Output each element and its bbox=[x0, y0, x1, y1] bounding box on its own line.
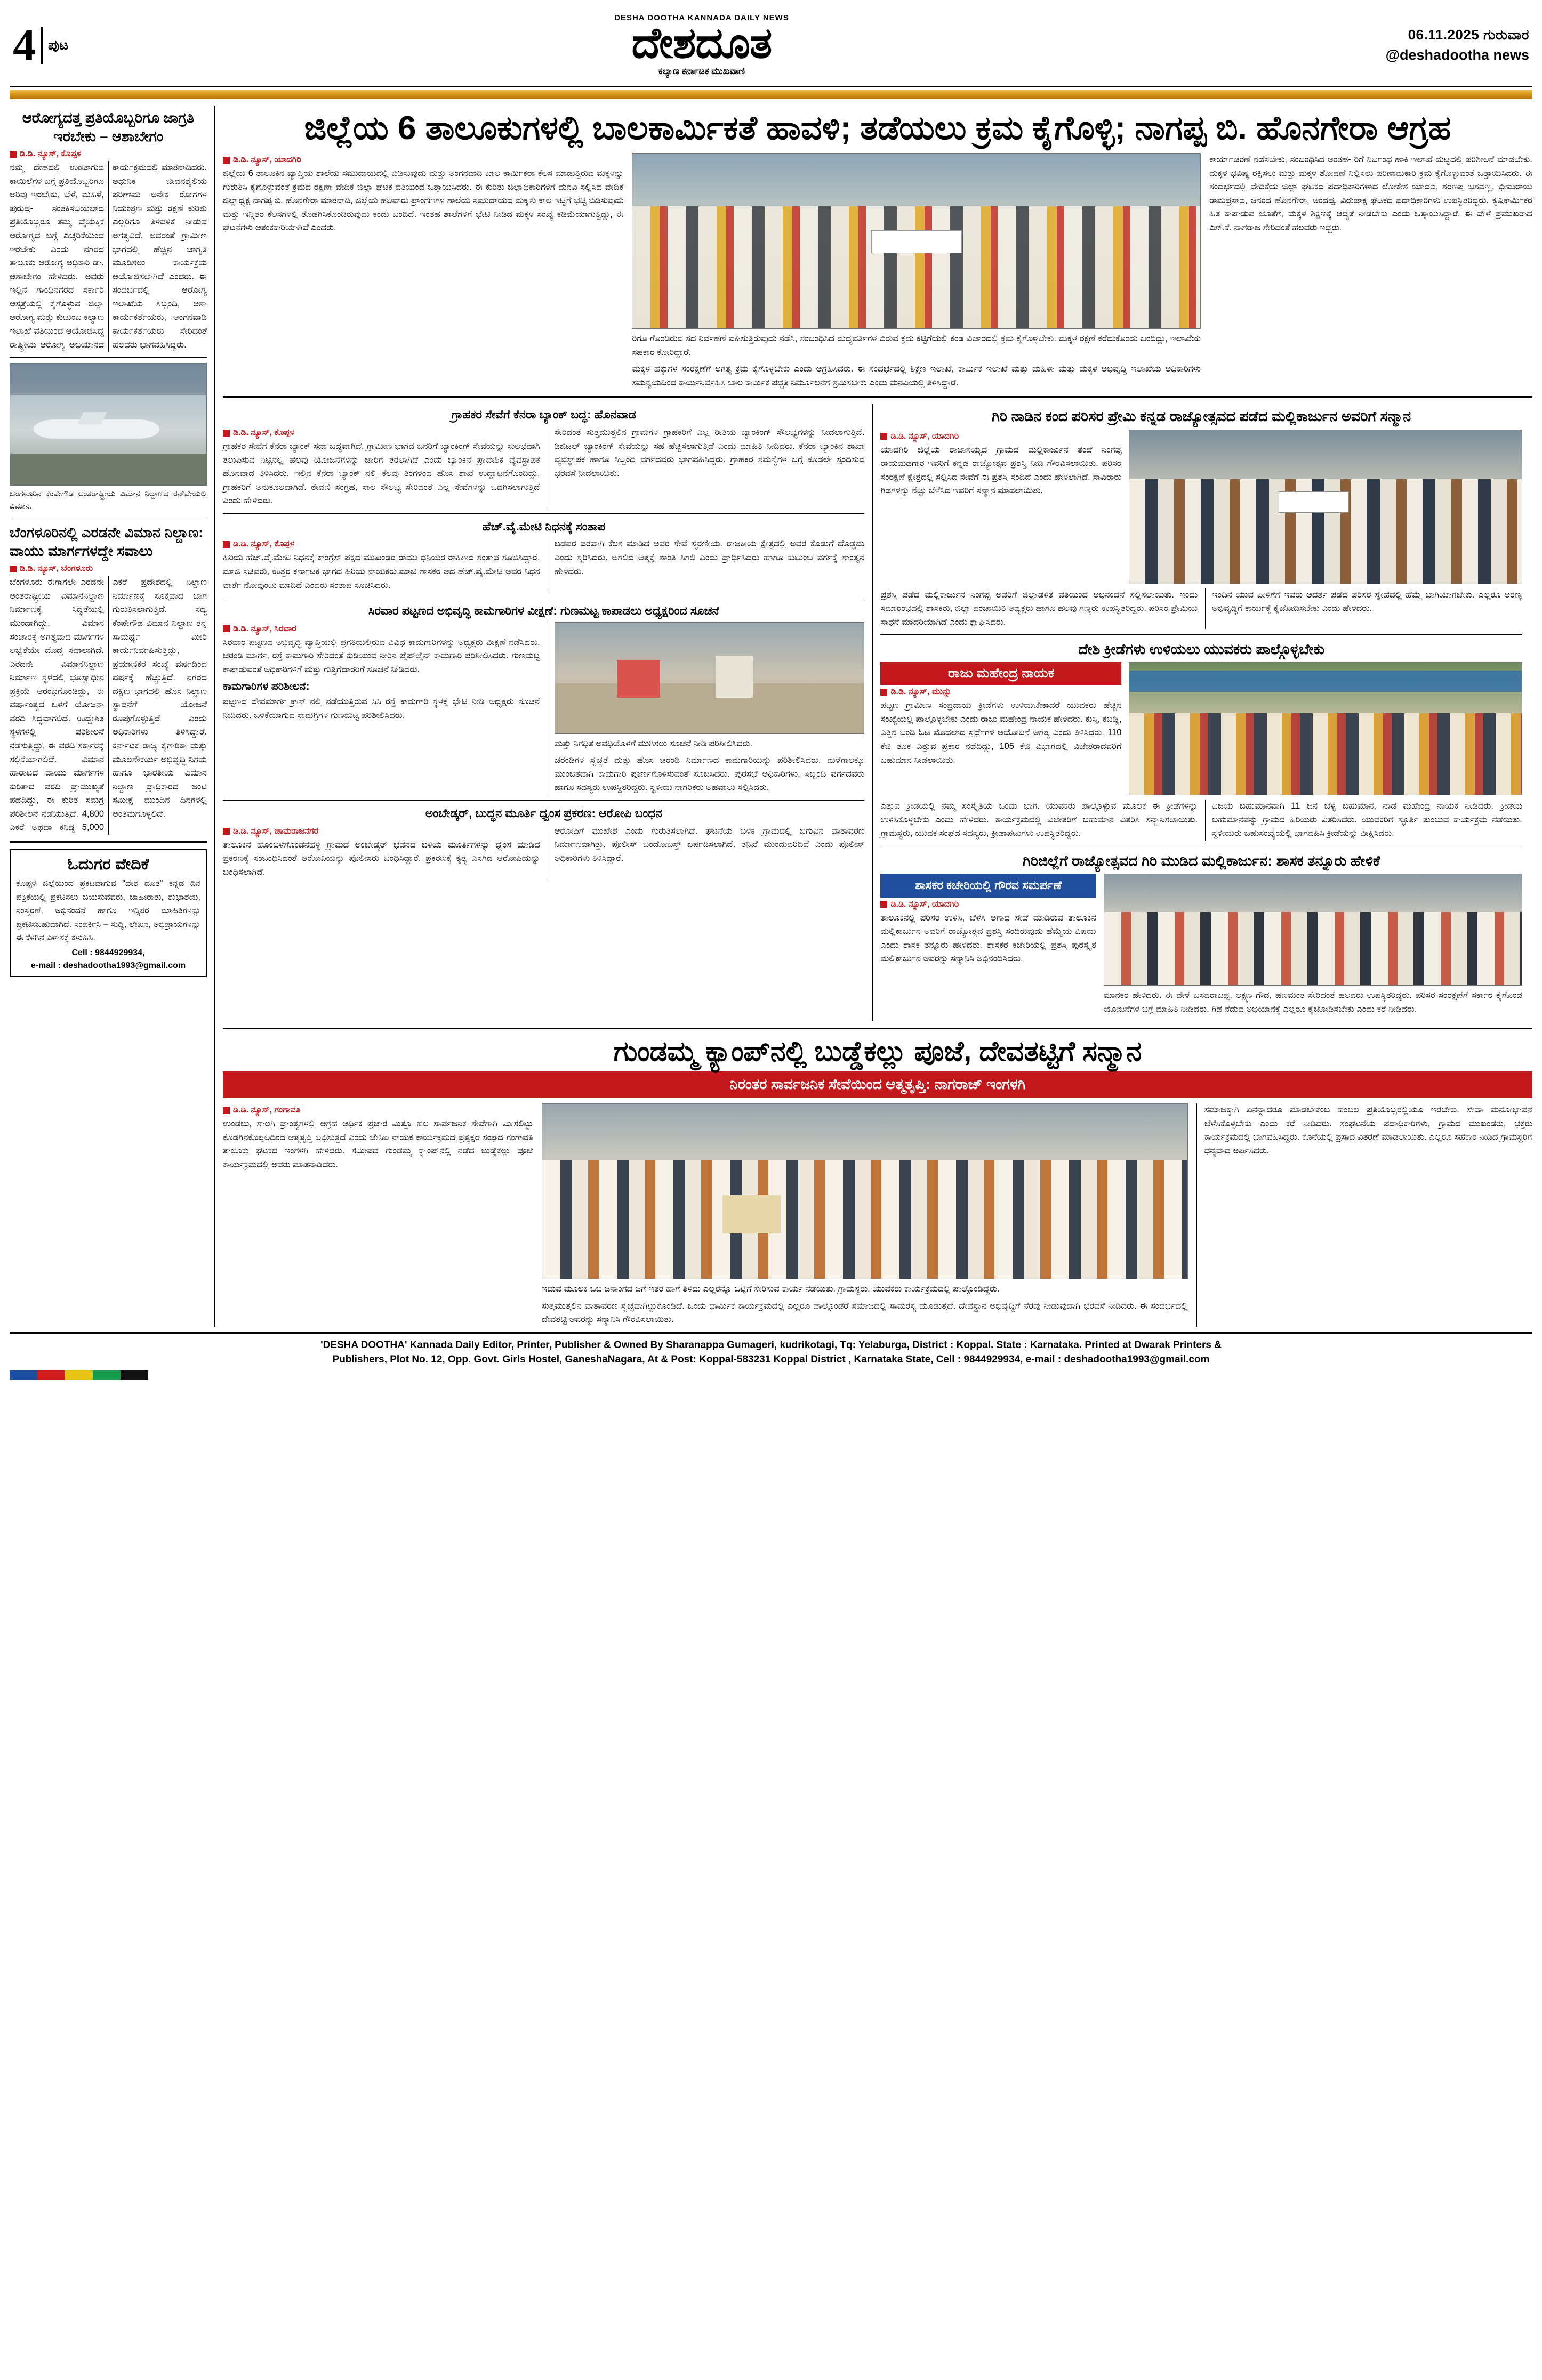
footer-line-2: Publishers, Plot No. 12, Opp. Govt. Girls Hostel, GaneshaNagara, At & Post: Koppal-583231 Koppal District , Karnataka State, Cell : 9844929934, e-mail : deshadootha1993@gmail.com bbox=[332, 1354, 1210, 1366]
story-condolence bbox=[223, 519, 864, 592]
story-sports-kicker: ರಾಜು ಮಹೇಂದ್ರ ನಾಯಕ bbox=[880, 662, 1121, 685]
byline-text: ಡಿ.ಡಿ. ನ್ಯೂಸ್, ಮುನ್ನು bbox=[890, 687, 952, 697]
story-road-subhead: ಕಾಮಗಾರಿಗಳ ಪರಿಶೀಲನೆ: bbox=[223, 681, 310, 693]
page-number-divider bbox=[41, 27, 43, 64]
story-bank-text-1: ಗ್ರಾಹಕರ ಸೇವೆಗೆ ಕೆನರಾ ಬ್ಯಾಂಕ್ ಸದಾ ಬದ್ಧವಾಗಿದೆ. ಗ್ರಾಮೀಣ ಭಾಗದ ಜನರಿಗೆ ಬ್ಯಾಂಕಿಂಗ್ ಸೇವೆಯನ್ನು ಸುಲಭವಾಗಿ ತಲುಪಿಸುವ ನಿಟ್ಟಿನಲ್ಲಿ ಹಲವು ಯೋಜನೆಗಳನ್ನು ಜಾರಿಗೆ ತರಲಾಗಿದೆ ಎಂದು ಬ್ಯಾಂಕಿನ ಪ್ರಾದೇಶಿಕ ವ್ಯವಸ್ಥಾಪಕ ಹೊನವಾಡ ತಿಳಿಸಿದರು. ಇಲ್ಲಿನ ಕೆನರಾ ಬ್ಯಾಂಕ್ ನಲ್ಲಿ ಕೆಲವು ತಿಂಗಳಿಂದ ಹೊಸ ಶಾಖೆ ಉದ್ಘಾಟನೆಗೊಂಡಿದ್ದು, ಗ್ರಾಹಕರಿಗೆ ಅನುಕೂಲವಾಗಿದೆ. ಠೇವಣಿ ಸಂಗ್ರಹ, ಸಾಲ ಸೌಲಭ್ಯ ಸೇರಿದಂತೆ ಎಲ್ಲ ಸೇವೆಗಳನ್ನು ಒದಗಿಸಲಾಗುತ್ತಿದೆ ಎಂದು ಹೇಳಿದರು. bbox=[223, 441, 540, 506]
byline-text: ಡಿ.ಡಿ. ನ್ಯೂಸ್, ಕೊಪ್ಪಳ bbox=[233, 428, 295, 437]
story-sports-text-3: ವಿಜಯ ಬಹುಮಾನವಾಗಿ 11 ಜನ ಬೆಳ್ಳಿ ಬಹುಮಾನ, ನಾಡ ಮಹೇಂದ್ರ ನಾಯಕ ನೀಡಿದರು. ಕ್ರೀಡೆಯ ಬಹುಮಾನವನ್ನು ಗ್ರಾಮದ ಹಿರಿಯರು ವಿತರಿಸಿದರು. ಯುವಕರಿಗೆ ಸ್ಫೂರ್ತಿ ತುಂಬುವ ಕಾರ್ಯಕ್ರಮ ನಡೆಯಿತು. ಸ್ಥಳೀಯರು ಬಹುಸಂಖ್ಯೆಯಲ್ಲಿ ಭಾಗವಹಿಸಿ ಕ್ರೀಡೆಯನ್ನು ವೀಕ್ಷಿಸಿದರು. bbox=[1212, 801, 1522, 838]
left-column bbox=[10, 106, 207, 1327]
bullet-square-icon bbox=[880, 689, 887, 696]
byline-text: ಡಿ.ಡಿ. ನ್ಯೂಸ್, ಚಾಮರಾಜನಗರ bbox=[233, 826, 319, 836]
divider bbox=[223, 513, 864, 514]
byline-text: ಡಿ.ಡಿ. ನ್ಯೂಸ್, ಯಾದಗಿರಿ bbox=[890, 431, 959, 441]
story-bank-text-2: ಸೇರಿದಂತೆ ಸುತ್ತಮುತ್ತಲಿನ ಗ್ರಾಮಗಳ ಗ್ರಾಹಕರಿಗೆ ಎಲ್ಲ ರೀತಿಯ ಬ್ಯಾಂಕಿಂಗ್ ಸೌಲಭ್ಯಗಳನ್ನು ನೀಡಲಾಗುತ್ತಿದೆ. ಡಿಜಿಟಲ್ ಬ್ಯಾಂಕಿಂಗ್ ಸೇವೆಯನ್ನು ಸಹ ಹೆಚ್ಚಿಸಲಾಗುತ್ತಿದೆ ಎಂದು ಮಾಹಿತಿ ನೀಡಿದರು. ಕೆನರಾ ಬ್ಯಾಂಕಿನ ಶಾಖಾ ವ್ಯವಸ್ಥಾಪಕ ಹಾಗೂ ಸಿಬ್ಬಂದಿ ವರ್ಗದವರು ಭಾಗವಹಿಸಿದ್ದರು. ಗ್ರಾಹಕರ ಸಮಸ್ಯೆಗಳ ಬಗ್ಗೆ ಕೂಡಲೇ ಸ್ಪಂದಿಸುವ ಭರವಸೆ ನೀಡಲಾಯಿತು. bbox=[554, 427, 865, 478]
byline-text: ಡಿ.ಡಿ. ನ್ಯೂಸ್, ಯಾದಗಿರಿ bbox=[233, 155, 301, 165]
column-rule bbox=[214, 106, 215, 1327]
byline-text: ಡಿ.ಡಿ. ನ್ಯೂಸ್, ಯಾದಗಿರಿ bbox=[890, 899, 959, 909]
story-girijille-byline bbox=[880, 900, 1096, 909]
lead-photo-block bbox=[632, 153, 1201, 390]
story-road-photo-caption: ಮತ್ತು ನಿಗಧಿತ ಅವಧಿಯೊಳಗೆ ಮುಗಿಸಲು ಸೂಚನೆ ನೀಡಿ ಪರಿಶೀಲಿಸಿದರು. bbox=[554, 738, 753, 748]
photo-airport-caption: ಬೆಂಗಳೂರಿನ ಕೆಂಪೇಗೌಡ ಅಂತರಾಷ್ಟ್ರೀಯ ವಿಮಾನ ನಿಲ್ದಾಣದ ರನ್‌ವೇಯಲ್ಲಿ ವಿಮಾನ. bbox=[10, 489, 207, 511]
story-ambedkar bbox=[223, 806, 864, 879]
story-env-text-3: ಇಂದಿನ ಯುವ ಪೀಳಿಗೆಗೆ ಇವರು ಆದರ್ಶ ಪಡೆದ ಪರಿಸರ ಸ್ನೇಹದಲ್ಲಿ ಹೆಮ್ಮೆ ಭಾಗಿಯಾಗಬೇಕು. ಎಲ್ಲರೂ ಅರಣ್ಯ ಅಭಿವೃದ್ಧಿಗೆ ಕಾರ್ಯಕ್ಕೆ ಕೈಜೋಡಿಸಬೇಕು ಎಂದು ಹೇಳಿದರು. bbox=[1212, 590, 1522, 614]
story-airport-headline: ಬೆಂಗಳೂರಿನಲ್ಲಿ ಎರಡನೇ ವಿಮಾನ ನಿಲ್ದಾಣ: ವಾಯು ಮಾರ್ಗಗಳದ್ದೇ ಸವಾಲು bbox=[10, 525, 204, 560]
story-env-text-1: ಯಾದಗಿರಿ ಜಿಲ್ಲೆಯ ರಾಜಾಸಯ್ಯದ ಗ್ರಾಮದ ಮಲ್ಲಿಕಾರ್ಜುನ ತಂದೆ ನಿಂಗಪ್ಪ ರಾಯಮಡಗಾರ ಇವರಿಗೆ ಕನ್ನಡ ರಾಜ್ಯೋತ್ಸವ ಪ್ರಶಸ್ತಿ ನೀಡಿ ಗೌರವಿಸಲಾಯಿತು. ಪರಿಸರ ಸಂರಕ್ಷಣೆ ಕ್ಷೇತ್ರದಲ್ಲಿ ಸಲ್ಲಿಸಿದ ಸೇವೆಗೆ ಈ ಪ್ರಶಸ್ತಿ ಸಂದಿದೆ ಎಂದು ಹೇಳಲಾಗಿದೆ. ಸಾವಿರಾರು ಗಿಡಗಳನ್ನು ನೆಟ್ಟು ಬೆಳೆಸಿದ ಇವರಿಗೆ ಸನ್ಮಾನ ಮಾಡಲಾಯಿತು. bbox=[880, 445, 1122, 496]
story-airport bbox=[10, 523, 207, 835]
page-number-label: ಪುಟ bbox=[48, 36, 69, 53]
bullet-square-icon bbox=[880, 433, 887, 440]
bullet-square-icon bbox=[223, 828, 230, 835]
bullet-square-icon bbox=[223, 430, 230, 437]
bottom-byline bbox=[223, 1106, 533, 1115]
ad-email[interactable]: e-mail : deshadootha1993@gmail.com bbox=[30, 961, 186, 970]
lead-text-2: ಮಕ್ಕಳ ಹಕ್ಕುಗಳ ಸಂರಕ್ಷಣೆಗೆ ಅಗತ್ಯ ಕ್ರಮ ಕೈಗೊಳ್ಳಬೇಕು ಎಂದು ಆಗ್ರಹಿಸಿದರು. ಈ ಸಂದರ್ಭದಲ್ಲಿ ಶಿಕ್ಷಣ ಇಲಾಖೆ, ಕಾರ್ಮಿಕ ಇಲಾಖೆ ಮತ್ತು ಮಹಿಳಾ ಮತ್ತು ಮಕ್ಕಳ ಅಭಿವೃದ್ಧಿ ಇಲಾಖೆಯ ಅಧಿಕಾರಿಗಳು ಸಮನ್ವಯದಿಂದ ಕಾರ್ಯನಿರ್ವಹಿಸಿ ಬಾಲ ಕಾರ್ಮಿಕ ಪದ್ಧತಿ ನಿರ್ಮೂಲನೆಗೆ ಶ್ರಮಿಸಬೇಕು ಎಂದು ಮನವಿಯಲ್ಲಿ ತಿಳಿಸಿದ್ದಾರೆ. bbox=[632, 364, 1201, 388]
story-road bbox=[223, 603, 864, 795]
page-number-block bbox=[10, 7, 122, 83]
story-girijille bbox=[880, 852, 1522, 1016]
social-handle: @deshadootha news bbox=[1385, 47, 1529, 63]
story-health-body: ನಮ್ಮ ದೇಹದಲ್ಲಿ ಉಂಟಾಗುವ ಕಾಯಿಲೆಗಳ ಬಗ್ಗೆ ಪ್ರತಿಯೊಬ್ಬರಿಗೂ ಅರಿವು ಇರಬೇಕು, ಬೆಳೆ, ಮಹಿಳೆ, ಪುರುಷ- ಸಂತಕಿಸಬಯಲಾದ ಪ್ರತಿಯೊಬ್ಬರೂ ತಮ್ಮ ವೈಯಕ್ತಿಕ ಆರೋಗ್ಯದ ಬಗ್ಗೆ ಎಚ್ಚರಿಕೆಯಿಂದ ಇರಬೇಕು ಎಂದು ನಗರದ ತಾಲೂಕು ಆರೋಗ್ಯ ಅಧಿಕಾರಿ ಡಾ. ಆಶಾಬೇಗಂ ಹೇಳಿದರು. ಅವರು ಇಲ್ಲಿನ ಗಾಂಧಿನಗರದ ಸರ್ಕಾರಿ ಆಸ್ಪತ್ರೆಯಲ್ಲಿ ಕೈಗೊಳ್ಳುವ ಜಿಲ್ಲಾ ಆರೋಗ್ಯ ಮತ್ತು ಕುಟುಂಬ ಕಲ್ಯಾಣ ಇಲಾಖೆ ವತಿಯಿಂದ ಆಯೋಜಿಸಿದ್ದ ರಾಷ್ಟ್ರೀಯ ಆರೋಗ್ಯ ಅಭಿಯಾನದ ಕಾರ್ಯಕ್ರಮದಲ್ಲಿ ಮಾತನಾಡಿದರು. ಆಧುನಿಕ ಜೀವನಶೈಲಿಯ ಪರಿಣಾಮ ಅನೇಕ ರೋಗಗಳ ನಿಯಂತ್ರಣ ಮತ್ತು ರಕ್ಷಣೆ ಕುರಿತು ಎಲ್ಲರಿಗೂ ತಿಳಿವಳಿಕೆ ನೀಡುವ ಅಗತ್ಯವಿದೆ. ಅದರಂತೆ ಗ್ರಾಮೀಣ ಭಾಗದಲ್ಲಿ ಹೆಚ್ಚಿನ ಜಾಗೃತಿ ಮೂಡಿಸಲು ಕಾರ್ಯಕ್ರಮ ಆಯೋಜಿಸಲಾಗಿದೆ ಎಂದರು. ಈ ಸಂದರ್ಭದಲ್ಲಿ ಆರೋಗ್ಯ ಇಲಾಖೆಯ ಸಿಬ್ಬಂದಿ, ಆಶಾ ಕಾರ್ಯಕರ್ತೆಯರು, ಅಂಗನವಾಡಿ ಕಾರ್ಯಕರ್ತೆಯರು ಸೇರಿದಂತೆ ಹಲವರು ಭಾಗವಹಿಸಿದ್ದರು. bbox=[10, 163, 207, 350]
byline-text: ಡಿ.ಡಿ. ನ್ಯೂಸ್, ಕೊಪ್ಪಳ bbox=[233, 539, 295, 549]
lead-headline: ಜಿಲ್ಲೆಯ 6 ತಾಲೂಕುಗಳಲ್ಲಿ ಬಾಲಕಾರ್ಮಿಕತೆ ಹಾವಳಿ; ತಡೆಯಲು ಕ್ರಮ ಕೈಗೊಳ್ಳಿ; ನಾಗಪ್ಪ ಬಿ. ಹೊನಗೇರಾ ಆಗ್ರಹ bbox=[304, 110, 1451, 147]
story-sports-text-1: ಪಟ್ಟಣ ಗ್ರಾಮೀಣ ಸಂಪ್ರದಾಯ ಕ್ರೀಡೆಗಳು ಉಳಿಯಬೇಕಾದರೆ ಯುವಕರು ಹೆಚ್ಚಿನ ಸಂಖ್ಯೆಯಲ್ಲಿ ಪಾಲ್ಗೊಳ್ಳಬೇಕು ಎಂದು ರಾಜು ಮಹೇಂದ್ರ ನಾಯಕ ಹೇಳಿದರು. ಕುಸ್ತಿ, ಕಬಡ್ಡಿ, ಎತ್ತಿನ ಬಂಡಿ ಓಟ ಮೊದಲಾದ ಸ್ಪರ್ಧೆಗಳ ಆಯೋಜನೆ ಅಗತ್ಯ ಎಂದು ತಿಳಿಸಿದರು. 110 ಕೆಜಿ ತೂಕ ಎತ್ತುವ ಪ್ರಕಾರ ನಡೆದಿದ್ದು, 105 ಕೆಜಿ ವಿಭಾಗದಲ್ಲಿ ವಿಜೇತರಾದವರಿಗೆ ಬಹುಮಾನ ನೀಡಲಾಯಿತು. bbox=[880, 700, 1122, 765]
divider bbox=[223, 800, 864, 801]
byline-text: ಡಿ.ಡಿ. ನ್ಯೂಸ್, ಸಿರವಾರ bbox=[233, 624, 296, 633]
bottom-headline: ಗುಂಡಮ್ಮ ಕ್ಯಾಂಪ್‌ನಲ್ಲಿ ಬುಡ್ಡೆಕಲ್ಲು ಪೂಜೆ, ದೇವತಟ್ಟಿಗೆ ಸನ್ಮಾನ bbox=[613, 1036, 1142, 1068]
story-condolence-headline: ಹೆಚ್.ವೈ.ಮೇಟಿ ನಿಧನಕ್ಕೆ ಸಂತಾಪ bbox=[482, 519, 605, 533]
story-airport-byline bbox=[10, 564, 207, 574]
byline-text: ಡಿ.ಡಿ. ನ್ಯೂಸ್, ಬೆಂಗಳೂರು bbox=[20, 564, 93, 574]
mid-left bbox=[223, 404, 864, 1021]
bullet-square-icon bbox=[223, 1107, 230, 1114]
story-ambedkar-headline: ಅಂಬೇಡ್ಕರ್, ಬುದ್ಧನ ಮೂರ್ತಿ ಧ್ವಂಸ ಪ್ರಕರಣ: ಆರೋಪಿ ಬಂಧನ bbox=[425, 806, 662, 820]
mid-section bbox=[223, 404, 1532, 1021]
story-condolence-text-1: ಹಿರಿಯ ಹೆಚ್.ವೈ.ಮೇಟಿ ನಿಧನಕ್ಕೆ ಕಾಂಗ್ರೆಸ್ ಪಕ್ಷದ ಮುಖಂಡರ ರಾಮು ಧನಿಯರ ರಾಹಿಣದ ಸಂತಾಪ ಸೂಚಿಸಿದ್ದಾರೆ. ಮಾಜಿ ಸಚಿವರು, ಉತ್ತರ ಕರ್ನಾಟಕ ಭಾಗದ ಹಿರಿಯ ನಾಯಕರು,ಮಾಜಿ ಶಾಸಕರ ಆದ ಹೆಚ್.ವೈ.ಮೇಟಿ ಅವರ ನಿಧನ ವಾರ್ತೆ ನೋವುಂಟು ಮಾಡಿದೆ ಎಂದರು ಸಂತಾಪ ಸೂಚಿಸಿದರು. bbox=[223, 553, 540, 590]
divider bbox=[223, 396, 1532, 398]
bottom-photo-caption: ಇದುವ ಮೂಲಕ ಒಬ ಜನಾಂಗದ ಜಗೆ ಇತರ ಹಾಗೆ ತಿಳಿದು ಎಲ್ಲರನ್ನೂ ಒಟ್ಟಿಗೆ ಸೇರಿಸುವ ಕಾರ್ಯ ನಡೆಯಿತು. ಗ್ರಾಮಸ್ಥರು, ಯುವಕರು ಕಾರ್ಯಕ್ರಮದಲ್ಲಿ ಪಾಲ್ಗೊಂಡಿದ್ದರು. bbox=[541, 1284, 1000, 1294]
main-column bbox=[223, 106, 1532, 1327]
lead-col-1 bbox=[223, 153, 623, 390]
story-bottom bbox=[223, 1036, 1532, 1327]
story-sports-text-2: ಎತ್ತುವ ಕ್ರೀಡೆಯಲ್ಲಿ ನಮ್ಮ ಸಂಸ್ಕೃತಿಯ ಒಂದು ಭಾಗ. ಯುವಕರು ಪಾಲ್ಗೊಳ್ಳುವ ಮೂಲಕ ಈ ಕ್ರೀಡೆಗಳನ್ನು ಉಳಿಸಿಕೊಳ್ಳಬೇಕು ಎಂದು ಹೇಳಿದರು. ಕಾರ್ಯಕ್ರಮದಲ್ಲಿ ವಿಜೇತರಿಗೆ ಬಹುಮಾನ ವಿತರಿಸಿ ಸನ್ಮಾನಿಸಲಾಯಿತು. ಗ್ರಾಮಸ್ಥರು, ಯುವಕ ಸಂಘದ ಸದಸ್ಯರು, ಕ್ರೀಡಾಪಟುಗಳು ಉಪಸ್ಥಿತರಿದ್ದರು. bbox=[880, 801, 1198, 838]
story-bank-headline: ಗ್ರಾಹಕರ ಸೇವೆಗೆ ಕೆನರಾ ಬ್ಯಾಂಕ್ ಬದ್ಧ: ಹೊನವಾಡ bbox=[451, 408, 636, 422]
divider bbox=[223, 1028, 1532, 1029]
story-girijille-text-2: ಮಾನಕರ ಹೇಳಿದರು. ಈ ವೇಳೆ ಬಸವರಾಜಪ್ಪ, ಲಕ್ಷ್ಮಣ ಗೌಡ, ಹಣಮಂತ ಸೇರಿದಂತೆ ಹಲವರು ಉಪಸ್ಥಿತರಿದ್ದರು. ಪರಿಸರ ಸಂರಕ್ಷಣೆಗೆ ಸರ್ಕಾರ ಕೈಗೊಂಡ ಯೋಜನೆಗಳ ಬಗ್ಗೆ ಮಾಹಿತಿ ನೀಡಿದರು. ಗಿಡ ನೆಡುವ ಅಭಿಯಾನಕ್ಕೆ ಎಲ್ಲರೂ ಕೈಜೋಡಿಸಬೇಕು ಎಂದು ಕರೆ ನೀಡಿದರು. bbox=[1103, 990, 1522, 1014]
story-health-byline bbox=[10, 149, 207, 159]
story-health bbox=[10, 109, 207, 352]
bullet-square-icon bbox=[10, 566, 17, 572]
story-road-text-1: ಸಿರವಾರ ಪಟ್ಟಣದ ಅಭಿವೃದ್ಧಿ ವ್ಯಾಪ್ತಿಯಲ್ಲಿ ಪ್ರಗತಿಯಲ್ಲಿರುವ ವಿವಿಧ ಕಾಮಗಾರಿಗಳನ್ನು ಅಧ್ಯಕ್ಷರು ವೀಕ್ಷಣೆ ನಡೆಸಿದರು. ಚರಂಡಿ ಮಾರ್ಗ, ರಸ್ತೆ ಕಾಮಗಾರಿ ಸೇರಿದಂತೆ ಕುಡಿಯುವ ನೀರಿನ ಪೈಪ್‌ಲೈನ್ ಕಾಮಗಾರಿ ಪರಿಶೀಲಿಸಿದರು. ಗುಣಮಟ್ಟ ಕಾಪಾಡುವಂತೆ ಅಧಿಕಾರಿಗಳಿಗೆ ಮತ್ತು ಗುತ್ತಿಗೆದಾರರಿಗೆ ಸೂಚನೆ ನೀಡಿದರು. bbox=[223, 637, 540, 674]
masthead-kicker: DESHA DOOTHA KANNADA DAILY NEWS bbox=[614, 13, 789, 22]
story-road-text-3: ಚರಂಡಿಗಳ ಸ್ವಚ್ಛತೆ ಮತ್ತು ಹೊಸ ಚರಂಡಿ ನಿರ್ಮಾಣದ ಕಾಮಗಾರಿಯನ್ನು ಪರಿಶೀಲಿಸಿದರು. ಮಳೆಗಾಲಕ್ಕೂ ಮುಂಚಿತವಾಗಿ ಕಾಮಗಾರಿ ಪೂರ್ಣಗೊಳಿಸುವಂತೆ ಸೂಚಿಸಿದರು. ಪುರಸಭೆ ಅಧಿಕಾರಿಗಳು, ಸಿಬ್ಬಂದಿ ವರ್ಗದವರು ಹಾಗೂ ಸದಸ್ಯರು ಉಪಸ್ಥಿತರಿದ್ದರು. ಸ್ಥಳೀಯ ನಾಗರಿಕರು ಅಹವಾಲು ಸಲ್ಲಿಸಿದರು. bbox=[554, 755, 865, 793]
page-number: 4 bbox=[13, 19, 36, 70]
story-env-byline bbox=[880, 432, 1121, 441]
story-condolence-text-2: ಬಡವರ ಪರವಾಗಿ ಕೆಲಸ ಮಾಡಿದ ಅವರ ಸೇವೆ ಸ್ಮರಣೀಯ. ರಾಜಕೀಯ ಕ್ಷೇತ್ರದಲ್ಲಿ ಅವರ ಕೊಡುಗೆ ದೊಡ್ಡದು ಎಂದು ಸ್ಮರಿಸಿದರು. ಅಗಲಿದ ಆತ್ಮಕ್ಕೆ ಶಾಂತಿ ಸಿಗಲಿ ಎಂದು ಪ್ರಾರ್ಥಿಸಿದರು ಹಾಗೂ ಕುಟುಂಬ ವರ್ಗಕ್ಕೆ ಸಾಂತ್ವನ ಹೇಳಿದರು. bbox=[554, 539, 865, 576]
masthead-title-block bbox=[122, 7, 1282, 83]
story-condolence-byline bbox=[223, 539, 540, 549]
bullet-square-icon bbox=[223, 625, 230, 632]
story-girijille-blue-box: ಶಾಸಕರ ಕಚೇರಿಯಲ್ಲಿ ಗೌರವ ಸಮರ್ಪಣೆ bbox=[880, 874, 1096, 898]
ad-title: ಓದುಗರ ವೇದಿಕೆ bbox=[67, 855, 149, 873]
page-body bbox=[10, 99, 1532, 1327]
ad-phone: Cell : 9844929934, bbox=[71, 948, 145, 957]
masthead-subtitle: ಕಲ್ಯಾಣ ಕರ್ನಾಟಕ ಮುಖವಾಣಿ bbox=[658, 66, 745, 76]
story-airport-body: ಬೆಂಗಳೂರು ಈಗಾಗಲೇ ಎರಡನೇ ಅಂತರಾಷ್ಟ್ರೀಯ ವಿಮಾನನಿಲ್ದಾಣ ನಿರ್ಮಾಣಕ್ಕೆ ಸಿದ್ಧತೆಯಲ್ಲಿ ಮುಂದಾಗಿದ್ದು, ವಿಮಾನ ಸಂಚಾರಕ್ಕೆ ಅಗತ್ಯವಾದ ಮಾರ್ಗಗಳ ಲಭ್ಯತೆಯೇ ದೊಡ್ಡ ಸವಾಲಾಗಿದೆ. ಎರಡನೇ ವಿಮಾನನಿಲ್ದಾಣ ನಿರ್ಮಾಣ ಸ್ಥಳದಲ್ಲಿ ಭೂಸ್ವಾಧೀನ ಪ್ರಕ್ರಿಯೆ ಆರಂಭಗೊಂಡಿದ್ದು, ಈ ವರ್ಷಾಂತ್ಯದ ಒಳಗೆ ಯೋಜನಾ ವರದಿ ಸಿದ್ಧವಾಗಲಿದೆ. ಉದ್ದೇಶಿತ ಸ್ಥಳಗಳಲ್ಲಿ ಪರಿಶೀಲನೆ ನಡೆಸುತ್ತಿದ್ದು, ಈ ವರದಿ ಸರ್ಕಾರಕ್ಕೆ ಸಲ್ಲಿಕೆಯಾಗಲಿದೆ. ವಿಮಾನ ಹಾರಾಟದ ವಾಯು ಮಾರ್ಗಗಳ ಕುರಿತಾದ ವರದಿ ಪ್ರಾಮುಖ್ಯತೆ ಪಡೆದಿದ್ದು, ಈ ಕುರಿತ ಸಮಗ್ರ ಪರಿಶೀಲನೆ ನಡೆಯುತ್ತಿದೆ. 4,800 ಎಕರೆ ಅಥವಾ ಕನಿಷ್ಠ 5,000 ಎಕರೆ ಪ್ರದೇಶದಲ್ಲಿ ನಿಲ್ದಾಣ ನಿರ್ಮಾಣಕ್ಕೆ ಸೂಕ್ತವಾದ ಜಾಗ ಗುರುತಿಸಲಾಗುತ್ತಿದೆ. ಸದ್ಯ ಕೆಂಪೇಗೌಡ ವಿಮಾನ ನಿಲ್ದಾಣ ತನ್ನ ಸಾಮರ್ಥ್ಯ ಮೀರಿ ಕಾರ್ಯನಿರ್ವಹಿಸುತ್ತಿದ್ದು, ಪ್ರಯಾಣಿಕರ ಸಂಖ್ಯೆ ವರ್ಷದಿಂದ ವರ್ಷಕ್ಕೆ ಹೆಚ್ಚುತ್ತಿದೆ. ನಗರದ ದಕ್ಷಿಣ ಭಾಗದಲ್ಲಿ ಹೊಸ ನಿಲ್ದಾಣ ಸ್ಥಾಪನೆಗೆ ಯೋಜನೆ ರೂಪುಗೊಳ್ಳುತ್ತಿದೆ ಎಂದು ಅಧಿಕಾರಿಗಳು ತಿಳಿಸಿದ್ದಾರೆ. ಕರ್ನಾಟಕ ರಾಜ್ಯ ಕೈಗಾರಿಕಾ ಮತ್ತು ಮೂಲಸೌಕರ್ಯ ಅಭಿವೃದ್ಧಿ ನಿಗಮ ಹಾಗೂ ಭಾರತೀಯ ವಿಮಾನ ನಿಲ್ದಾಣ ಪ್ರಾಧಿಕಾರದ ಜಂಟಿ ಸಮೀಕ್ಷೆ ಮುಂದಿನ ದಿನಗಳಲ್ಲಿ ಅಂತಿಮಗೊಳ್ಳಲಿದೆ. bbox=[10, 577, 207, 833]
color-registration-bars bbox=[10, 1370, 148, 1380]
photo-award-ceremony bbox=[1129, 430, 1522, 584]
story-girijille-headline: ಗಿರಿಜಿಲ್ಲೆಗೆ ರಾಜ್ಯೋತ್ಸವದ ಗಿರಿ ಮುಡಿದ ಮಲ್ಲಿಕಾರ್ಜುನ: ಶಾಸಕ ತನ್ನೂರು ಹೇಳಿಕೆ bbox=[1023, 852, 1380, 869]
story-environment-award bbox=[880, 407, 1522, 629]
divider bbox=[880, 634, 1522, 635]
story-health-headline: ಆರೋಗ್ಯದತ್ತ ಪ್ರತಿಯೊಬ್ಬರಿಗೂ ಜಾಗ್ರತಿ ಇರಬೇಕು – ಆಶಾಬೇಗಂ bbox=[22, 110, 195, 145]
ad-text: ಕೊಪ್ಪಳ ಜಿಲ್ಲೆಯಿಂದ ಪ್ರಕಟವಾಗುವ "ದೇಶ ದೂತ" ಕನ್ನಡ ದಿನ ಪತ್ರಿಕೆಯಲ್ಲಿ ಪ್ರಕಟಿಸಲು ಬಯಸುವವರು, ಜಾಹೀರಾತು, ಶುಭಾಶಯ, ಸಂಸ್ಮರಣೆ, ಅಭಿನಂದನೆ ಹಾಗೂ ಇನ್ನಿತರ ಮಾಹಿತಿಗಳನ್ನು ಪ್ರಕಟಿಸಬಹುದಾಗಿದೆ. ಸಂಪರ್ಕಿಸಿ – ಸುದ್ದಿ, ಲೇಖನ, ಅಭಿಪ್ರಾಯಗಳನ್ನು ಈ ಕೆಳಗಿನ ವಿಳಾಸಕ್ಕೆ ಕಳುಹಿಸಿ. bbox=[16, 878, 200, 943]
story-ambedkar-text-1: ತಾಲೂಕಿನ ಹೊಂಬಳೆಗೊಂಡನಹಳ್ಳಿ ಗ್ರಾಮದ ಅಂಬೇಡ್ಕರ್ ಭವನದ ಬಳಿಯ ಮೂರ್ತಿಗಳನ್ನು ಧ್ವಂಸ ಮಾಡಿದ ಪ್ರಕರಣಕ್ಕೆ ಸಂಬಂಧಿಸಿದಂತೆ ಆರೋಪಿಯನ್ನು ಪೊಲೀಸರು ಬಂಧಿಸಿದ್ದಾರೆ. ಪ್ರಕರಣಕ್ಕೆ ಕೃತ್ಯ ಎಸಗಿದ ಆರೋಪಿಯನ್ನು ಬಂಧಿಸಲಾಗಿದೆ. bbox=[223, 840, 540, 877]
lead-photo-caption: ರಿಗೂ ಗೊಂಡಿರುವ ಸದ ನಿರ್ವಹಣೆ ವಹಿಸುತ್ತಿರುವುದು ನಡೆಸಿ, ಸಂಬಂಧಿಸಿದ ಮದ್ಯವರ್ತಿಗಳ ಬಿರುವ ಕ್ರಮ ಕಟ್ಟಿಗೆಯಲ್ಲಿ ಕಂಡ ವಿಚಾರದಲ್ಲಿ ಕ್ರಮ ಕೈಗೊಳ್ಳಬೇಕು. ಮಕ್ಕಳ ರಕ್ಷಣೆ ಕರೆದುಕೊಂಡು ಬಂದಿದ್ದು, ಇಲಾಖೆಯ ಸಹಕಾರ ಕೋರಿದ್ದಾರೆ. bbox=[632, 334, 1201, 357]
story-ambedkar-text-2: ಆರೋಪಿಗೆ ಮುಖೇಶ ಎಂದು ಗುರುತಿಸಲಾಗಿದೆ. ಘಟನೆಯ ಬಳಿಕ ಗ್ರಾಮದಲ್ಲಿ ಬಿಗುವಿನ ವಾತಾವರಣ ನಿರ್ಮಾಣವಾಗಿತ್ತು. ಪೊಲೀಸ್ ಬಂದೋಬಸ್ತ್ ಏರ್ಪಡಿಸಲಾಗಿದೆ. ತನಿಖೆ ಮುಂದುವರಿದಿದೆ ಎಂದು ಪೊಲೀಸ್ ಅಧಿಕಾರಿಗಳು ತಿಳಿಸಿದ್ದಾರೆ. bbox=[554, 826, 865, 863]
divider bbox=[10, 357, 207, 358]
bottom-banner: ನಿರಂತರ ಸಾರ್ವಜನಿಕ ಸೇವೆಯಿಂದ ಆತ್ಮತೃಪ್ತಿ: ನಾಗರಾಜ್ ಇಂಗಳಗಿ bbox=[223, 1071, 1532, 1098]
byline-text: ಡಿ.ಡಿ. ನ್ಯೂಸ್, ಕೊಪ್ಪಳ bbox=[20, 149, 82, 159]
story-road-text-2: ಪಟ್ಟಣದ ದೇವಮಾರ್ಗ ಕ್ರಾಸ್ ನಲ್ಲಿ ನಡೆಯುತ್ತಿರುವ ಸಿಸಿ ರಸ್ತೆ ಕಾಮಗಾರಿ ಸ್ಥಳಕ್ಕೆ ಭೇಟಿ ನೀಡಿ ಅಧ್ಯಕ್ಷರು ಸೂಚನೆ ನೀಡಿದರು. ಬಳಕೆಯಾಗುವ ಸಾಮಗ್ರಿಗಳ ಗುಣಮಟ್ಟ ಪರಿಶೀಲಿಸಿದರು. bbox=[223, 697, 540, 720]
story-girijille-text-1: ತಾಲೂಕಿನಲ್ಲಿ ಪರಿಸರ ಉಳಿಸಿ, ಬೆಳೆಸಿ ಅಗಾಧ ಸೇವೆ ಮಾಡಿರುವ ತಾಲೂಕಿನ ಮಲ್ಲಿಕಾರ್ಜುನ ಅವರಿಗೆ ರಾಜ್ಯೋತ್ಸವ ಪ್ರಶಸ್ತಿ ಸಂದಿರುವುದು ಹೆಮ್ಮೆಯ ವಿಷಯ ಎಂದು ಶಾಸಕ ತನ್ನೂರು ಹೇಳಿದರು. ಶಾಸಕರ ಕಚೇರಿಯಲ್ಲಿ ಪ್ರಶಸ್ತಿ ಪುರಸ್ಕೃತ ಮಲ್ಲಿಕಾರ್ಜುನ ಅವರನ್ನು ಸನ್ಮಾನಿಸಿ ಅಭಿನಂದಿಸಿದರು. bbox=[880, 913, 1096, 964]
story-road-byline bbox=[223, 624, 540, 634]
bottom-text-1: ಉಂಡಬು, ಸಾಲಗಿ ಪ್ರಾಂತ್ಯಗಳಲ್ಲಿ ಆಗ್ರಹ ಆರ್ಥಿಕ ಪ್ರಚಾರ ಮಿತ್ತೂ ಹಲ ಸಾರ್ವಜನಿಕ ಸೇವೆಗಾಗಿ ಮೀಸಲಿಟ್ಟು ಕೊಡಗಿನಕೊಪ್ಪಲದಿಂದ ಆತ್ಮತೃಪ್ತಿ ಲಭಿಸುತ್ತದೆ ಎಂದು ಜೇಸಿಐ ನಾಯಕ ಕಾರ್ಯಕ್ರಮದ ಪ್ರತ್ಯಕ್ಷರ ಸಂಘದ ಗಂಗಾವತಿ ತಾಲೂಕು ಘಟಕದ ಇಂಗಳಗಿ ಹೇಳಿದರು. ಸಮೀಪದ ಗುಂಡಮ್ಮ ಕ್ಯಾಂಪ್‌ನಲ್ಲಿ ನಡೆದ ಬುಡ್ಡೆಕಲ್ಲು ಪೂಜೆ ಕಾರ್ಯಕ್ರಮದಲ್ಲಿ ಅವರು ಮಾತನಾಡಿದರು. bbox=[223, 1119, 533, 1169]
photo-puja-ceremony bbox=[542, 1103, 1188, 1279]
photo-mla-office bbox=[1104, 874, 1522, 986]
issue-date: 06.11.2025 ಗುರುವಾರ bbox=[1408, 27, 1529, 43]
lead-text-3: ಕಾರ್ಯಾಚರಣೆ ನಡೆಸಬೇಕು, ಸಂಬಂಧಿಸಿದ ಅಂತಹ- ರಿಗೆ ನಿರ್ಬಂಧ ಹಾಕಿ ಇಲಾಖೆ ಮಟ್ಟದಲ್ಲಿ ಪರಿಶೀಲನೆ ಮಾಡಬೇಕು. ಮಕ್ಕಳ ಭವಿಷ್ಯ ರಕ್ಷಿಸಲು ಮತ್ತು ಮಕ್ಕಳ ಶೋಷಣೆ ನಿಲ್ಲಿಸಲು ಪರಿಣಾಮಕಾರಿ ಕ್ರಮ ಕೈಗೊಳ್ಳುವಂತೆ ಒತ್ತಾಯಿಸಿದರು. ಈ ಸಂದರ್ಭದಲ್ಲಿ ವೇದಿಕೆಯ ಜಿಲ್ಲಾ ಘಟಕದ ಪದಾಧಿಕಾರಿಗಳಾದ ಲೋಕೇಶ ಯಾದವ, ಶರಣಪ್ಪ ಬಸವಣ್ಣ, ಭೀಮರಾಯ ರಾಮಪ್ರಸಾದ, ಆನಂದ ಹೊನಗೇರಾ, ಅಂದಪ್ಪ, ವಿರುಪಾಕ್ಷ ಘಟಕದ ಪದಾಧಿಕಾರಿಗಳು ಉಪಸ್ಥಿತರಿದ್ದರು. ಕೃಷಿಕಾರ್ಮಿಕರ ಹಿತ ಕಾಪಾಡುವ ಜೊತೆಗೆ, ಮಕ್ಕಳ ಶಿಕ್ಷಣಕ್ಕೆ ಆದ್ಯತೆ ನೀಡಬೇಕು ಎಂದು ಒತ್ತಾಯಿಸಿದ್ದಾರೆ. ಈ ವೇಳೆ ಪ್ರಮುಖರಾದ ಎಸ್.ಕೆ. ನಾಗರಾಜ ಸೇರಿದಂತೆ ಹಲವರು ಇದ್ದರು. bbox=[1209, 155, 1532, 232]
photo-memorandum bbox=[632, 153, 1201, 329]
bullet-square-icon bbox=[880, 901, 887, 908]
footer-line-1: 'DESHA DOOTHA' Kannada Daily Editor, Printer, Publisher & Owned By Sharanappa Gumageri, kudrikotagi, Tq: Yelaburga, District : Koppal. State : Karnataka. Printed at Dwarak Printers & bbox=[320, 1339, 1222, 1351]
story-road-headline: ಸಿರವಾರ ಪಟ್ಟಣದ ಅಭಿವೃದ್ಧಿ ಕಾಮಗಾರಿಗಳ ವೀಕ್ಷಣೆ: ಗುಣಮಟ್ಟ ಕಾಪಾಡಲು ಅಧ್ಯಕ್ಷರಿಂದ ಸೂಚನೆ bbox=[368, 604, 719, 618]
gold-rule bbox=[10, 90, 1532, 99]
column-rule bbox=[872, 404, 873, 1021]
divider bbox=[10, 841, 207, 843]
story-sports-byline bbox=[880, 687, 1121, 697]
bullet-square-icon bbox=[10, 151, 17, 158]
lead-col-3 bbox=[1209, 153, 1532, 390]
lead-byline bbox=[223, 155, 623, 165]
bullet-square-icon bbox=[223, 541, 230, 548]
photo-airport bbox=[10, 363, 207, 486]
masthead bbox=[10, 7, 1532, 87]
byline-text: ಡಿ.ಡಿ. ನ್ಯೂಸ್, ಗಂಗಾವತಿ bbox=[233, 1106, 301, 1115]
bottom-text-2: ಸುತ್ತಮುತ್ತಲಿನ ವಾತಾವರಣ ಸ್ವಚ್ಛವಾಗಿಟ್ಟುಕೊಂಡಿದೆ. ಒಂದು ಧಾರ್ಮಿಕ ಕಾರ್ಯಕ್ರಮದಲ್ಲಿ ಎಲ್ಲರೂ ಪಾಲ್ಗೊಂಡರೆ ಸಮಾಜದಲ್ಲಿ ಸಾಮರಸ್ಯ ಮೂಡುತ್ತದೆ. ದೇವಸ್ಥಾನ ಅಭಿವೃದ್ಧಿಗೆ ನೆರವು ನೀಡುವುದಾಗಿ ಭರವಸೆ ನೀಡಿದರು. ಈ ಸಂದರ್ಭದಲ್ಲಿ ದೇವತಟ್ಟಿ ಅವರನ್ನು ಸನ್ಮಾನಿಸಿ ಗೌರವಿಸಲಾಯಿತು. bbox=[541, 1301, 1188, 1325]
mid-right bbox=[880, 404, 1522, 1021]
bottom-text-3: ಸಮಾಜಕ್ಕಾಗಿ ಏನನ್ನಾದರೂ ಮಾಡಬೇಕೆಂಬ ಹಂಬಲ ಪ್ರತಿಯೊಬ್ಬರಲ್ಲಿಯೂ ಇರಬೇಕು. ಸೇವಾ ಮನೋಭಾವನೆ ಬೆಳೆಸಿಕೊಳ್ಳಬೇಕು ಎಂದು ಕರೆ ನೀಡಿದರು. ಸಂಘಟನೆಯ ಪದಾಧಿಕಾರಿಗಳು, ಗ್ರಾಮದ ಮುಖಂಡರು, ಭಕ್ತರು ಕಾರ್ಯಕ್ರಮದಲ್ಲಿ ಭಾಗವಹಿಸಿದ್ದರು. ಕೊನೆಯಲ್ಲಿ ಪ್ರಸಾದ ವಿತರಣೆ ಮಾಡಲಾಯಿತು. ಎಲ್ಲರೂ ಸಹಕಾರ ನೀಡಿದ ಗ್ರಾಮಸ್ಥರಿಗೆ ಧನ್ಯವಾದ ಅರ್ಪಿಸಿದರು. bbox=[1204, 1105, 1532, 1156]
story-env-headline: ಗಿರಿ ನಾಡಿನ ಕಂದ ಪರಿಸರ ಪ್ರೇಮಿ ಕನ್ನಡ ರಾಜ್ಯೋತ್ಸವದ ಪಡೆದ ಮಲ್ಲಿಕಾರ್ಜುನ ಅವರಿಗೆ ಸನ್ಮಾನ bbox=[992, 408, 1411, 425]
story-ambedkar-byline bbox=[223, 827, 540, 836]
story-sports-headline: ದೇಶಿ ಕ್ರೀಡೆಗಳು ಉಳಿಯಲು ಯುವಕರು ಪಾಲ್ಗೊಳ್ಳಬೇಕು bbox=[1078, 641, 1325, 658]
masthead-meta bbox=[1282, 7, 1532, 83]
story-env-text-2: ಪ್ರಶಸ್ತಿ ಪಡೆದ ಮಲ್ಲಿಕಾರ್ಜುನ ನಿಂಗಪ್ಪ ಅವರಿಗೆ ಜಿಲ್ಲಾಡಳಿತ ವತಿಯಿಂದ ಅಭಿನಂದನೆ ಸಲ್ಲಿಸಲಾಯಿತು. ಇಂದು ಸಮಾರಂಭದಲ್ಲಿ ಶಾಸಕರು, ಜಿಲ್ಲಾ ಪಂಚಾಯಿತಿ ಅಧ್ಯಕ್ಷರು ಹಾಗೂ ಹಲವು ಗಣ್ಯರು ಉಪಸ್ಥಿತರಿದ್ದರು. ಪರಿಸರ ಪ್ರೇಮಿಯ ಸಾಧನೆ ಮಾದರಿಯಾಗಿದೆ ಎಂದು ಶ್ಲಾಘಿಸಿದರು. bbox=[880, 590, 1198, 627]
page-footer bbox=[10, 1332, 1532, 1367]
lead-story-body bbox=[223, 153, 1532, 390]
lead-text-1: ಜಿಲ್ಲೆಯ 6 ತಾಲೂಕಿನ ವ್ಯಾಪ್ತಿಯ ಶಾಲೆಯ ಸಮುದಾಯದಲ್ಲಿ ಬಿಡಿಸುವುದು ಮತ್ತು ಅಂಗನವಾಡಿ ಬಾಲ ಕಾರ್ಮಿಕರಾ ಕೆಲಸ ಮಾಡುತ್ತಿರುವ ಮಕ್ಕಳನ್ನು ಗುರುತಿಸಿ ಕೈಗೊಳ್ಳುವಂತೆ ಕ್ರಮದ ರಕ್ಷಣಾ ವೇದಿಕೆ ಜಿಲ್ಲಾ ಘಟಕ ವತಿಯಿಂದ ಒತ್ತಾಯಿಸಿದರು. ಈ ಕುರಿತು ಜಿಲ್ಲಾಧಿಕಾರಿಗಳಿಗೆ ಮನವಿ ಸಲ್ಲಿಸಿದ ವೇದಿಕೆ ಜಿಲ್ಲಾಧ್ಯಕ್ಷ ನಾಗಪ್ಪ ಬಿ. ಹೊನಗೇರಾ ಮಾತನಾಡಿ, ಜಿಲ್ಲೆಯ ಹಲವಾರು ಪ್ರಾಂಗಣಗಳ ಶಾಲೆಯ ಸಮುದಾಯದ ಮಕ್ಕಳು ಕಾಲ ಇಟ್ಟಿಗೆ ಭಟ್ಟಿ ಬಿಡಿಸುವುದು ಮತ್ತು ಇನ್ನಿತರ ಕೆಲಸಗಳಲ್ಲಿ ತೊಡಗಿಸಿಕೊಂಡಿರುವುದು ಕಂಡು ಬಂದಿದೆ. ಇಂತಹ ಶಾಲೆಗಳಿಗೆ ಭೇಟಿ ನೀಡಿದ ಮಕ್ಕಳ ಸಂಖ್ಯೆ ಕಡಿಮೆಯಾಗುತ್ತಿದ್ದು, ಈ ಘಟನೆಗಳು ಆತಂಕಕಾರಿಯಾಗಿವೆ ಎಂದರು. bbox=[223, 168, 624, 233]
readers-forum-ad bbox=[10, 849, 207, 977]
masthead-title: ದೇಶದೂತ bbox=[631, 20, 772, 67]
story-bank-byline bbox=[223, 428, 540, 438]
story-bank bbox=[223, 407, 864, 507]
story-sports bbox=[880, 640, 1522, 841]
photo-road-works bbox=[555, 622, 865, 734]
bullet-square-icon bbox=[223, 157, 230, 164]
photo-sports-felicitation bbox=[1129, 662, 1522, 795]
